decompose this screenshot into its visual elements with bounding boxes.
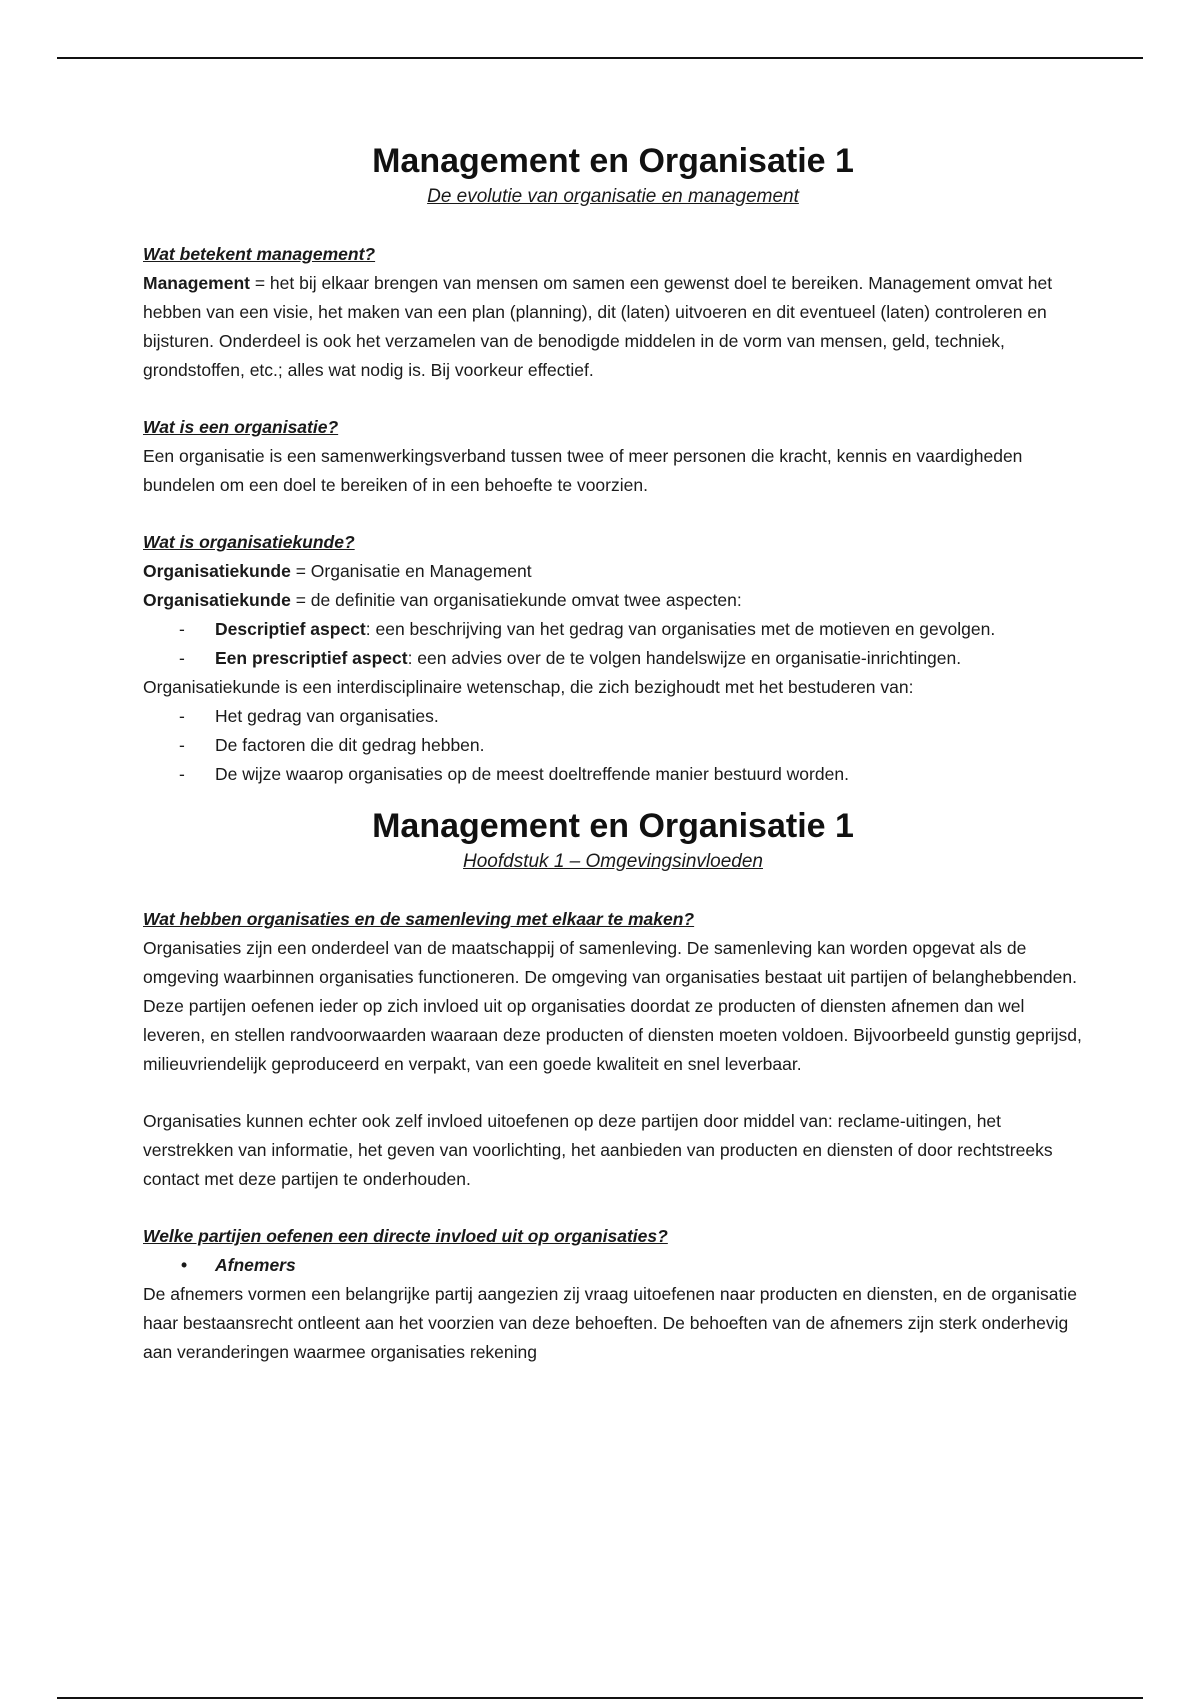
page-subtitle: De evolutie van organisatie en management [427,186,799,207]
aspect-term: Een prescriptief aspect [215,648,408,668]
study-list [143,702,1083,789]
study-item-text: De factoren die dit gedrag hebben. [215,735,485,755]
list-item [143,644,1083,673]
section-subtitle: Hoofdstuk 1 – Omgevingsinvloeden [463,851,763,872]
top-rule [57,57,1143,59]
question-samenleving: Wat hebben organisaties en de samenleving met elkaar te maken? [143,909,695,929]
partijen-list [143,1251,1083,1280]
dash-marker: - [179,764,185,784]
dash-marker: - [179,706,185,726]
page-title: Management en Organisatie 1 [372,142,854,180]
study-item-text: Het gedrag van organisaties. [215,706,439,726]
question-partijen: Welke partijen oefenen een directe invloed uit op organisaties? [143,1226,668,1246]
paragraph-samenleving: Organisaties zijn een onderdeel van de maatschappij of samenleving. De samenleving kan worden opgevat als de omgeving waarbinnen organisaties functioneren. De omgeving van organisaties bestaat uit partijen of belanghebbenden. Deze partijen oefenen ieder op zich invloed uit op organisaties doordat ze producten of diensten afnemen dan wel leveren, en stellen randvoorwaarden waaraan deze producten of diensten moeten voldoen. Bijvoorbeeld gunstig geprijsd, milieuvriendelijk geproduceerd en verpakt, van een goede kwaliteit en snel leverbaar. [143,938,1082,1074]
paragraph-organisatie: Een organisatie is een samenwerkingsverband tussen twee of meer personen die kracht, kennis en vaardigheden bundelen om een doel te bereiken of in een behoefte te voorzien. [143,446,1023,495]
aspect-term: Descriptief aspect [215,619,366,639]
text-management: = het bij elkaar brengen van mensen om samen een gewenst doel te bereiken. Management omvat het hebben van een visie, het maken van een plan (planning), dit (laten) uitvoeren en dit eventueel (laten) controleren en bijsturen. Onderdeel is ook het verzamelen van de benodigde middelen in de vorm van mensen, geld, techniek, grondstoffen, etc.; alles wat nodig is. Bij voorkeur effectief. [143,273,1053,380]
section-title: Management en Organisatie 1 [372,807,854,845]
definition-organisatiekunde-1 [143,557,1083,586]
list-item [143,731,1083,760]
definition-text: = de definitie van organisatiekunde omvat twee aspecten: [290,590,742,610]
definition-text: = Organisatie en Management [290,561,532,581]
list-item [143,702,1083,731]
list-item [143,615,1083,644]
aspect-text: : een advies over de te volgen handelswijze en organisatie-inrichtingen. [407,648,962,668]
bullet-label: Afnemers [215,1255,296,1275]
paragraph-interdisciplinair: Organisatiekunde is een interdisciplinaire wetenschap, die zich bezighoudt met het bestuderen van: [143,677,914,697]
term-organisatiekunde: Organisatiekunde [143,561,291,581]
list-item [143,760,1083,789]
paragraph-management [143,269,1083,385]
dash-marker: - [179,619,185,639]
bottom-rule [57,1697,1143,1699]
paragraph-invloed: Organisaties kunnen echter ook zelf invloed uitoefenen op deze partijen door middel van: reclame-uitingen, het verstrekken van informatie, het geven van voorlichting, het aanbieden van producten en diensten of door rechtstreeks contact met deze partijen te onderhouden. [143,1111,1053,1189]
aspects-list [143,615,1083,673]
list-item [143,1251,1083,1280]
paragraph-afnemers: De afnemers vormen een belangrijke partij aangezien zij vraag uitoefenen naar producten en diensten, en de organisatie haar bestaansrecht ontleent aan het voorzien van deze behoeften. De behoeften van de afnemers zijn sterk onderhevig aan veranderingen waarmee organisaties rekening [143,1284,1077,1362]
term-management: Management [143,273,250,293]
term-organisatiekunde: Organisatiekunde [143,590,291,610]
question-management: Wat betekent management? [143,244,376,264]
definition-organisatiekunde-2 [143,586,1083,615]
bullet-icon: • [181,1255,188,1275]
study-item-text: De wijze waarop organisaties op de meest doeltreffende manier bestuurd worden. [215,764,849,784]
question-organisatie: Wat is een organisatie? [143,417,339,437]
document-body [143,140,1083,1367]
dash-marker: - [179,648,185,668]
dash-marker: - [179,735,185,755]
question-organisatiekunde: Wat is organisatiekunde? [143,532,355,552]
aspect-text: : een beschrijving van het gedrag van organisaties met de motieven en gevolgen. [365,619,996,639]
